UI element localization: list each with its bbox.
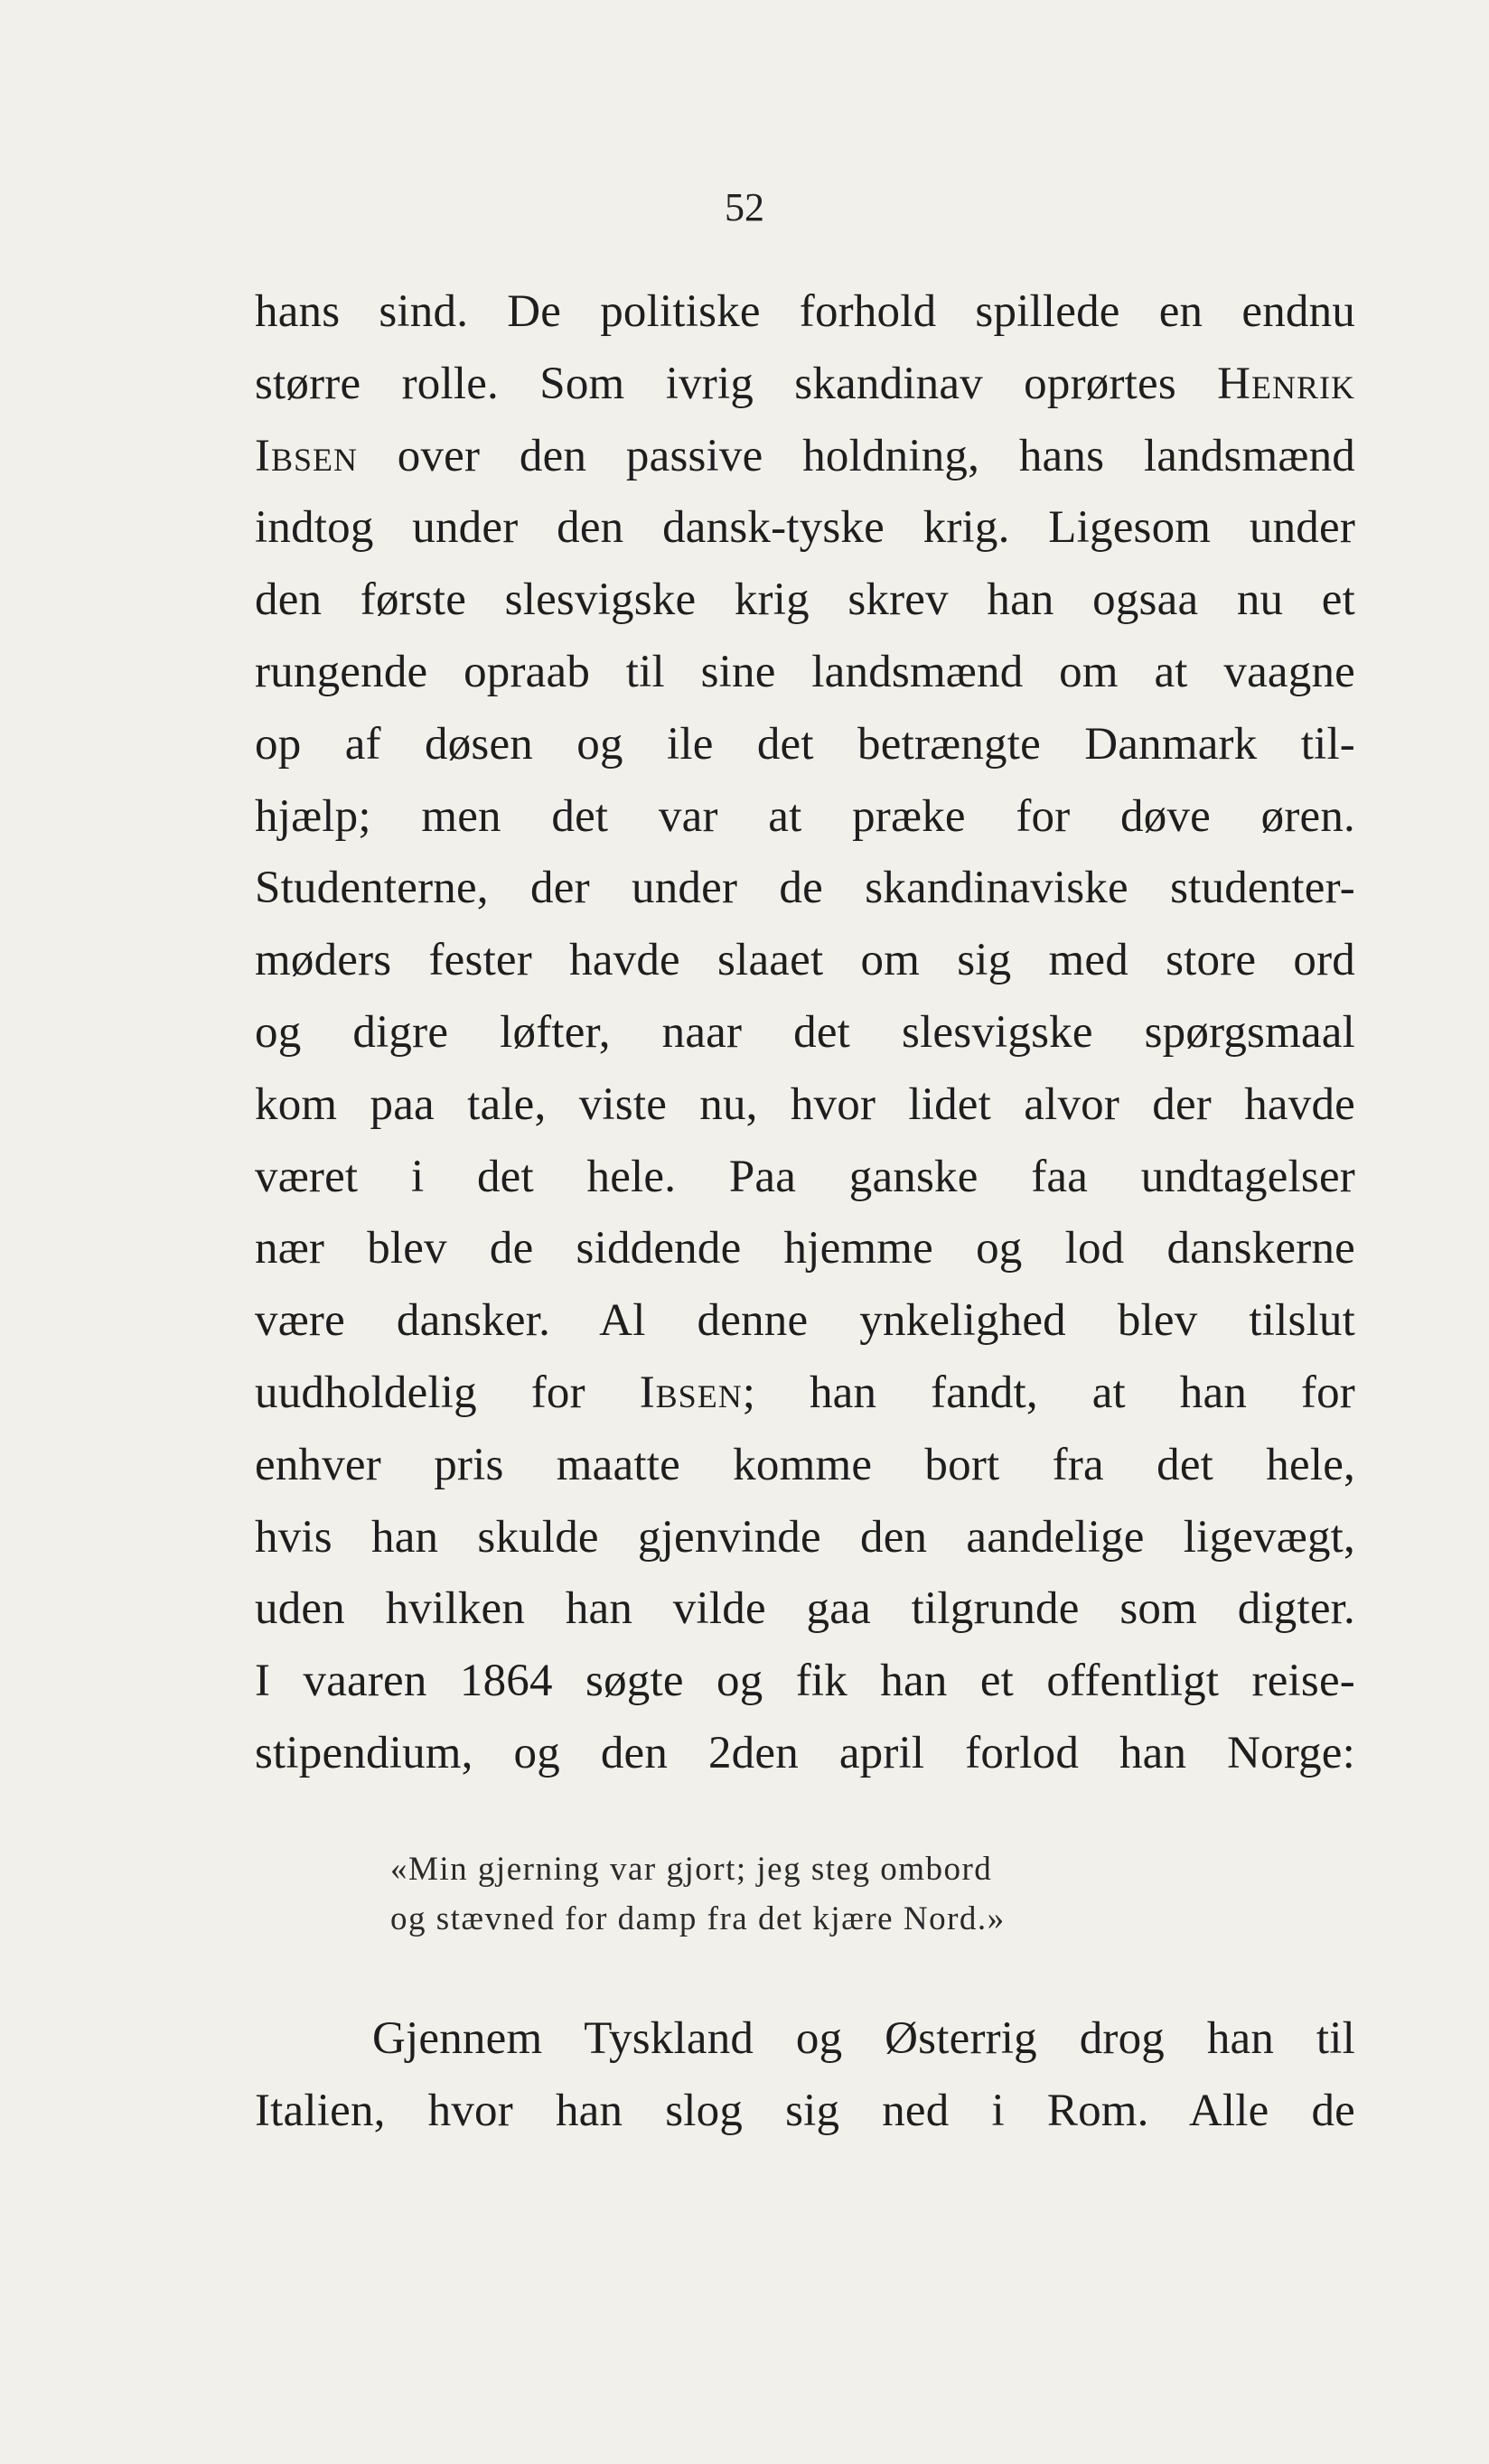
text-line [255,349,1355,421]
text-line: Gjennem Tyskland og Østerrig drog han til [372,2013,1355,2064]
text-run: indtog under den dansk-tyske krig. Ligesom under [255,502,1355,554]
text-run: og digre løfter, naar det slesvigske spørgsmaal [255,1006,1355,1058]
text-run: møders fester havde slaaet om sig med store ord [255,935,1355,986]
text-line [255,925,1355,997]
page-number: 52 [725,185,764,229]
text-run: op af døsen og ile det betrængte Danmark til- [255,718,1355,770]
text-line [255,637,1355,709]
text-line [255,1069,1355,1142]
verse-line: «Min gjerning var gjort; jeg steg ombord [390,1851,993,1888]
text-line [255,709,1355,781]
text-line: Italien, hvor han slog sig ned i Rom. Alle de [255,2085,1355,2136]
text-run: rungende opraab til sine landsmænd om at vaagne [255,646,1355,697]
text-line [255,1430,1355,1502]
text-line [255,276,1355,349]
text-line [255,1285,1355,1358]
name-small-caps: Henrik [1217,358,1355,409]
text-run: større rolle. Som ivrig skandinav oprørtes [255,358,1218,409]
text-line [255,1718,1355,1790]
text-run: stipendium, og den 2den april forlod han Norge: [255,1727,1355,1778]
text-line [255,421,1355,493]
text-run: uden hvilken han vilde gaa tilgrunde som digter. [255,1583,1355,1635]
text-run: enhver pris maatte komme bort fra det hele, [255,1439,1355,1490]
text-run: kom paa tale, viste nu, hvor lidet alvor der havde [255,1078,1355,1130]
text-line [255,1213,1355,1285]
text-run: over den passive holdning, hans landsmænd [358,430,1355,481]
text-run: være dansker. Al denne ynkelighed blev tilslut [255,1295,1355,1347]
text-run: ; han fandt, at han for [742,1367,1355,1418]
text-line [255,1502,1355,1574]
text-line [255,492,1355,565]
body-paragraph [255,276,1355,1790]
text-line [255,997,1355,1069]
text-line [255,565,1355,637]
text-run: hvis han skulde gjenvinde den aandelige ligevægt, [255,1511,1355,1563]
verse-quote [390,1844,1006,1944]
text-run: været i det hele. Paa ganske faa undtagelser [255,1151,1355,1202]
text-run: Studenterne, der under de skandinaviske studenter- [255,863,1355,914]
text-line [255,1358,1355,1430]
text-line [255,1573,1355,1646]
text-run: nær blev de siddende hjemme og lod danskerne [255,1223,1355,1274]
name-small-caps: Ibsen [255,430,359,481]
name-small-caps: Ibsen [639,1367,743,1418]
text-line [255,1142,1355,1214]
text-run: I vaaren 1864 søgte og fik han et offentligt reise- [255,1656,1355,1707]
text-run: hjælp; men det var at præke for døve øren. [255,790,1355,842]
text-line [255,853,1355,925]
verse-line: og stævned for damp fra det kjære Nord.» [390,1900,1006,1937]
text-run: hans sind. De politiske forhold spillede en endnu [255,286,1355,337]
text-line [255,1646,1355,1718]
text-run: den første slesvigske krig skrev han ogsaa nu et [255,574,1355,626]
text-line [255,781,1355,854]
continuation-paragraph [255,2003,1355,2148]
text-run: uudholdelig for [255,1367,640,1418]
